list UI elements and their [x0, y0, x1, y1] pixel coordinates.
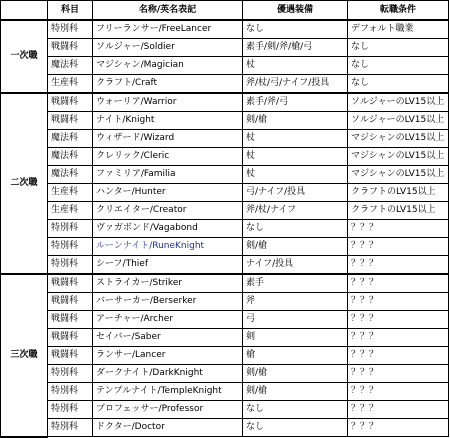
cell-equipment: 剣	[243, 329, 348, 347]
table-row	[1, 347, 449, 365]
cell-equipment: 杖	[243, 57, 348, 75]
cell-equipment: 斧/杖/ナイフ	[243, 202, 348, 220]
tier-label: 一次職	[1, 20, 48, 93]
cell-equipment: 素手	[243, 274, 348, 293]
cell-condition: ソルジャーのLV15以上	[348, 112, 449, 130]
cell-condition: なし	[348, 75, 449, 94]
cell-equipment: 杖	[243, 166, 348, 184]
cell-equipment: 杖	[243, 130, 348, 148]
table-row	[1, 220, 449, 238]
table-row	[1, 148, 449, 166]
cell-condition: ソルジャーのLV15以上	[348, 93, 449, 112]
table-row	[1, 293, 449, 311]
header-tier	[1, 1, 48, 21]
header-equipment: 優遇装備	[243, 1, 348, 21]
tier-label: 二次職	[1, 93, 48, 274]
cell-condition: ？？？	[348, 220, 449, 238]
cell-name: ダークナイト/DarkKnight	[93, 365, 243, 383]
cell-category: 戦闘科	[48, 311, 93, 329]
cell-condition: ？？？	[348, 401, 449, 419]
table-row	[1, 57, 449, 75]
table-row	[1, 202, 449, 220]
cell-name: アーチャー/Archer	[93, 311, 243, 329]
table-row	[1, 39, 449, 57]
cell-name: マジシャン/Magician	[93, 57, 243, 75]
cell-name: クリエイター/Creator	[93, 202, 243, 220]
header-condition: 転職条件	[348, 1, 449, 21]
cell-condition: ？？？	[348, 238, 449, 256]
cell-category: 戦闘科	[48, 329, 93, 347]
cell-name: バーサーカー/Berserker	[93, 293, 243, 311]
table-row	[1, 130, 449, 148]
header-name: 名称/英名表記	[93, 1, 243, 21]
cell-name: プロフェッサー/Professor	[93, 401, 243, 419]
cell-category: 戦闘科	[48, 93, 93, 112]
header-category: 科目	[48, 1, 93, 21]
cell-condition: ？？？	[348, 419, 449, 437]
table-row	[1, 311, 449, 329]
cell-condition: ？？？	[348, 256, 449, 275]
cell-condition: マジシャンのLV15以上	[348, 130, 449, 148]
cell-category: 特別科	[48, 256, 93, 275]
cell-equipment: ナイフ/投具	[243, 256, 348, 275]
cell-name: ファミリア/Familia	[93, 166, 243, 184]
cell-name: ウィザード/Wizard	[93, 130, 243, 148]
cell-condition: なし	[348, 39, 449, 57]
cell-name: ソルジャー/Soldier	[93, 39, 243, 57]
table-row	[1, 20, 449, 39]
cell-condition: ？？？	[348, 274, 449, 293]
cell-category: 特別科	[48, 220, 93, 238]
cell-equipment: 槍	[243, 347, 348, 365]
cell-equipment: 弓	[243, 311, 348, 329]
tier-label: 三次職	[1, 274, 48, 437]
cell-condition: クラフトのLV15以上	[348, 184, 449, 202]
table-row	[1, 383, 449, 401]
cell-equipment: なし	[243, 419, 348, 437]
cell-category: 特別科	[48, 401, 93, 419]
table-row	[1, 274, 449, 293]
cell-category: 生産科	[48, 75, 93, 94]
cell-equipment: 斧/杖/弓/ナイフ/投具	[243, 75, 348, 94]
cell-category: 戦闘科	[48, 112, 93, 130]
cell-name: ストライカー/Striker	[93, 274, 243, 293]
cell-equipment: 素手/剣/斧/槍/弓	[243, 39, 348, 57]
cell-condition: マジシャンのLV15以上	[348, 148, 449, 166]
cell-equipment: 剣/槍	[243, 365, 348, 383]
table-row	[1, 166, 449, 184]
cell-category: 特別科	[48, 238, 93, 256]
cell-name: クラフト/Craft	[93, 75, 243, 94]
cell-name: ドクター/Doctor	[93, 419, 243, 437]
cell-category: 特別科	[48, 383, 93, 401]
cell-category: 戦闘科	[48, 39, 93, 57]
cell-equipment: 剣/槍	[243, 238, 348, 256]
cell-equipment: 斧	[243, 293, 348, 311]
cell-equipment: なし	[243, 220, 348, 238]
table-row	[1, 184, 449, 202]
cell-name: ルーンナイト/RuneKnight	[93, 238, 243, 256]
cell-condition: ？？？	[348, 311, 449, 329]
cell-equipment: 杖	[243, 148, 348, 166]
table-row	[1, 401, 449, 419]
cell-equipment: なし	[243, 20, 348, 39]
job-table-body	[1, 20, 449, 437]
cell-name: テンプルナイト/TempleKnight	[93, 383, 243, 401]
cell-name: ウォーリア/Warrior	[93, 93, 243, 112]
cell-name: ランサー/Lancer	[93, 347, 243, 365]
cell-condition: マジシャンのLV15以上	[348, 166, 449, 184]
cell-name: フリーランサー/FreeLancer	[93, 20, 243, 39]
cell-condition: デフォルト職業	[348, 20, 449, 39]
cell-equipment: 剣/槍	[243, 383, 348, 401]
cell-category: 魔法科	[48, 148, 93, 166]
cell-category: 戦闘科	[48, 293, 93, 311]
cell-category: 戦闘科	[48, 347, 93, 365]
cell-category: 特別科	[48, 419, 93, 437]
cell-equipment: なし	[243, 401, 348, 419]
cell-category: 魔法科	[48, 166, 93, 184]
table-row	[1, 93, 449, 112]
table-row	[1, 256, 449, 275]
cell-condition: クラフトのLV15以上	[348, 202, 449, 220]
cell-condition: ？？？	[348, 347, 449, 365]
cell-name: ナイト/Knight	[93, 112, 243, 130]
table-row	[1, 365, 449, 383]
cell-condition: ？？？	[348, 329, 449, 347]
cell-category: 魔法科	[48, 130, 93, 148]
table-row	[1, 329, 449, 347]
cell-equipment: 素手/斧/弓	[243, 93, 348, 112]
cell-category: 生産科	[48, 184, 93, 202]
table-row	[1, 75, 449, 94]
cell-category: 特別科	[48, 20, 93, 39]
cell-category: 生産科	[48, 202, 93, 220]
cell-equipment: 剣/槍	[243, 112, 348, 130]
cell-name: シーフ/Thief	[93, 256, 243, 275]
cell-name: ハンター/Hunter	[93, 184, 243, 202]
cell-category: 特別科	[48, 365, 93, 383]
cell-condition: なし	[348, 57, 449, 75]
cell-condition: ？？？	[348, 293, 449, 311]
cell-name: クレリック/Cleric	[93, 148, 243, 166]
cell-condition: ？？？	[348, 365, 449, 383]
cell-category: 戦闘科	[48, 274, 93, 293]
cell-condition: ？？？	[348, 383, 449, 401]
cell-name: セイバー/Saber	[93, 329, 243, 347]
cell-equipment: 弓/ナイフ/投具	[243, 184, 348, 202]
cell-name: ヴァガボンド/Vagabond	[93, 220, 243, 238]
table-row	[1, 238, 449, 256]
table-row	[1, 112, 449, 130]
header-row	[1, 1, 449, 21]
cell-category: 魔法科	[48, 57, 93, 75]
